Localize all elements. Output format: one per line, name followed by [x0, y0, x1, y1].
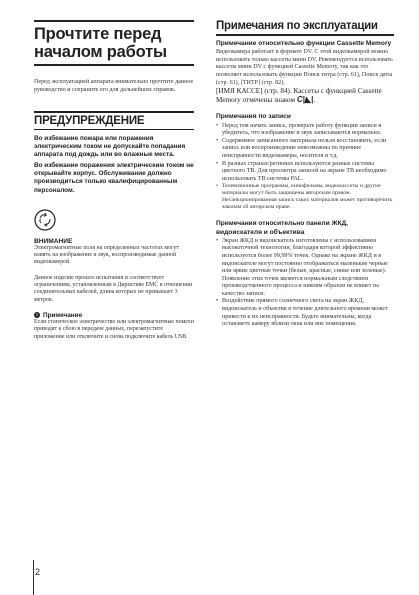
section-title-operation: Примечания по эксплуатации: [216, 20, 394, 36]
intro-text: Перед эксплуатацией аппарата внимательно прочтите данное руководство и сохраните его для дальнейших справок.: [34, 79, 194, 94]
list-item: • В разных странах/регионах используются разные системы цветного ТВ. Для просмотра записей на экране ТВ необходимо использовать ТВ системы PAL.: [216, 161, 394, 184]
warning-text-fire: Во избежание пожара или поражения электрическим током не допускайте попадания аппарата под дождь или во влажные места.: [34, 134, 186, 159]
section-title-cassette-memory: Примечание относительно функции Cassette Memory: [216, 40, 392, 47]
lcd-notes-list: [216, 238, 394, 329]
page-edge-rule: [33, 560, 34, 595]
page-title: Прочтите перед началом работы: [34, 20, 194, 66]
note-icon: !: [34, 312, 40, 318]
list-item: • Телевизионные программы, кинофильмы, видеокассеты и другие материалы могут быть защищены авторским правом. Несанкционированная запись таких материалов может противоречить законам об авторском праве.: [216, 183, 394, 211]
note-heading: [34, 312, 194, 319]
cassette-memory-text-large: [216, 87, 394, 104]
cassette-memory-text: Видеокамера работает в формате DV. С этой видеокамерой можно использовать только кассеты мини DV. Рекомендуется использовать кассеты мини DV с функцией Cassette Memory, так как это позволяет использовать функции Поиск титра (стр. 61), Поиск даты (стр. 61), [ТИТР] (стр. 82),: [216, 49, 393, 86]
warning-title: ПРЕДУПРЕЖДЕНИЕ: [34, 111, 194, 130]
list-item: • Воздействие прямого солнечного света на экран ЖКД, видоискатель и объектив в течение длительного времени может привести к их неисправности. Будьте внимательны, когда оставляете камеру вблизи окна или вне помещения.: [216, 298, 394, 328]
period: .: [313, 95, 316, 104]
page-number: 2: [35, 567, 41, 577]
warning-text-shock: Во избежание поражения электрическим током не открывайте корпус. Обслуживание должно производиться только квалифицированным персоналом.: [34, 161, 194, 194]
cassette-memory-text-large-label: [ИМЯ КАССЕ] (стр. 84). Кассеты с функцией Cassette Memory отмечены знаком: [216, 87, 382, 104]
right-column: [216, 20, 394, 329]
section-title-recording: Примечания по записи: [216, 113, 291, 121]
cassette-memory-icon: C|◣|: [296, 94, 314, 104]
battery-recycling-icon: [34, 209, 56, 231]
recording-notes-list: [216, 123, 394, 212]
list-item: • Перед тем начать запись, проверьте работу функции записи и убедитесь, что изображение и звук записываются нормально.: [216, 123, 394, 138]
note-text: Если статическое электричество или электромагнитные помехи приводят к сбою в передаче данных, перезапустите приложение или отключите и снова подключите кабель USB.: [34, 318, 194, 340]
list-item: • Экран ЖКД и видоискатель изготовлены с использованием высокоточной технологии, благодаря которой эффективно используется более 99,99% точек. Однако на экране ЖКД и в видоискателе могут постоянно отображаться маленькие черные или яркие цветные точки (белые, красные, синие или зеленые). Появление этих точек является нормальным следствием производственного процесса и никоим образом не влияет на качество записи.: [216, 238, 394, 299]
left-column: [34, 20, 194, 341]
note-title: Примечание: [43, 311, 83, 319]
section-title-lcd: Примечания относительно панели ЖКД, видоискателя и объектива: [216, 220, 349, 236]
attention-text: Электромагнитные поля на определенных частотах могут влиять на изображение и звук, воспроизводимые данной видеокамерой.: [34, 244, 180, 266]
list-item: • Содержимое записанного материала нельзя восстановить, если запись или воспроизведение невозможны по причине неисправности видеокамеры, носителя и т.д.: [216, 138, 394, 161]
attention-title: ВНИМАНИЕ: [34, 237, 73, 245]
emc-text: Данное изделие прошло испытания и соответствует ограничениям, установленным в Директиве ЕМС в отношении соединительных кабелей, длина которых не превышает 3 метров.: [34, 274, 193, 303]
